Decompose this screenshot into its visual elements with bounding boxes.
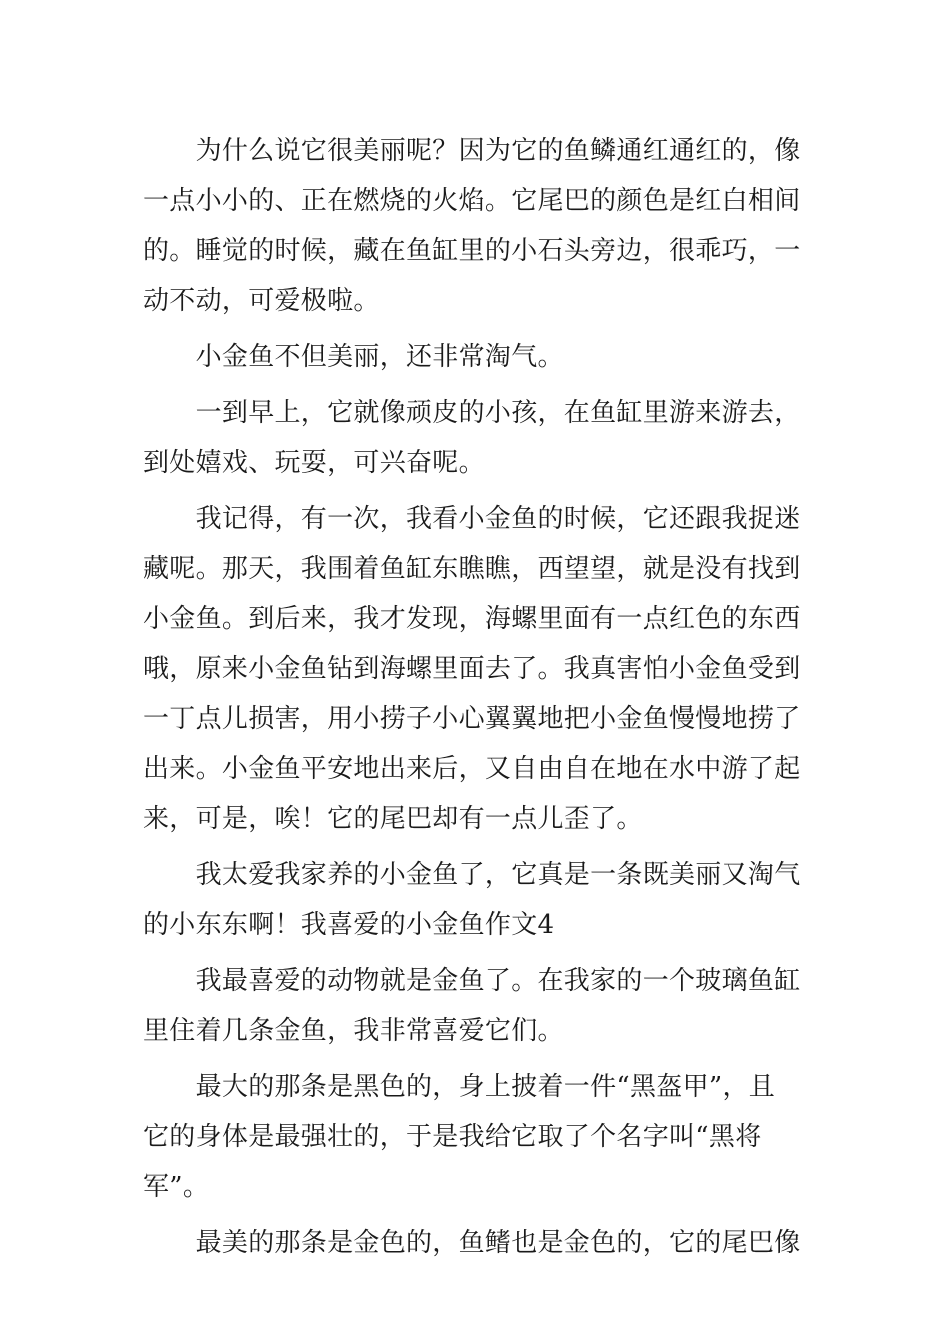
text-line: 藏呢。那天，我围着鱼缸东瞧瞧，西望望，就是没有找到 (143, 554, 801, 584)
paragraph (143, 956, 809, 1056)
text-line: 军”。 (143, 1172, 210, 1202)
text-line: 出来。小金鱼平安地出来后，又自由自在地在水中游了起 (143, 754, 801, 784)
text-line: 哦，原来小金鱼钻到海螺里面去了。我真害怕小金鱼受到 (143, 654, 801, 684)
text-line: 最美的那条是金色的，鱼鳍也是金色的，它的尾巴像 (143, 1228, 801, 1258)
text-line: 的小东东啊！我喜爱的小金鱼作文4 (143, 910, 555, 940)
text-line: 的。睡觉的时候，藏在鱼缸里的小石头旁边，很乖巧，一 (143, 236, 801, 266)
text-line: 小金鱼不但美丽，还非常淘气。 (143, 342, 564, 372)
paragraph (143, 1062, 809, 1212)
text-line: 一丁点儿损害，用小捞子小心翼翼地把小金鱼慢慢地捞了 (143, 704, 801, 734)
paragraph (143, 388, 809, 488)
text-line: 里住着几条金鱼，我非常喜爱它们。 (143, 1016, 564, 1046)
text-line: 为什么说它很美丽呢？因为它的鱼鳞通红通红的，像 (143, 136, 801, 166)
text-line: 我太爱我家养的小金鱼了，它真是一条既美丽又淘气 (143, 860, 801, 890)
text-line: 我最喜爱的动物就是金鱼了。在我家的一个玻璃鱼缸 (143, 966, 801, 996)
text-line: 小金鱼。到后来，我才发现，海螺里面有一点红色的东西 (143, 604, 801, 634)
text-line: 到处嬉戏、玩耍，可兴奋呢。 (143, 448, 485, 478)
paragraph (143, 332, 809, 382)
text-line: 它的身体是最强壮的，于是我给它取了个名字叫“黑将 (143, 1122, 762, 1152)
paragraph (143, 126, 809, 326)
text-line: 动不动，可爱极啦。 (143, 286, 380, 316)
document-body (143, 126, 809, 1274)
text-line: 一到早上，它就像顽皮的小孩，在鱼缸里游来游去， (143, 398, 801, 428)
text-line: 一点小小的、正在燃烧的火焰。它尾巴的颜色是红白相间 (143, 186, 801, 216)
text-line: 最大的那条是黑色的，身上披着一件“黑盔甲”，且 (143, 1072, 776, 1102)
paragraph (143, 494, 809, 844)
text-line: 来，可是，唉！它的尾巴却有一点儿歪了。 (143, 804, 643, 834)
paragraph (143, 1218, 809, 1268)
text-line: 我记得，有一次，我看小金鱼的时候，它还跟我捉迷 (143, 504, 801, 534)
paragraph (143, 850, 809, 950)
